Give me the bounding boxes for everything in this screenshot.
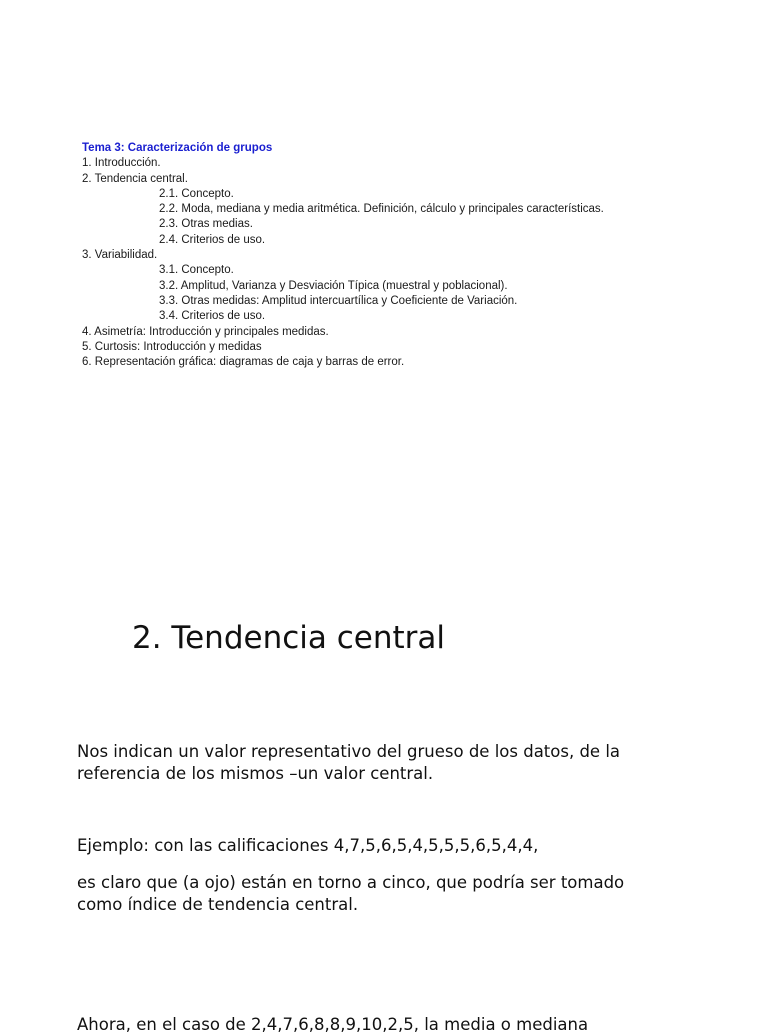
toc-subitem: 3.1. Concepto. — [159, 264, 234, 277]
toc-subitem: 2.3. Otras medias. — [159, 218, 253, 231]
toc-subitem: 3.3. Otras medidas: Amplitud intercuartílica y Coeficiente de Variación. — [159, 294, 518, 307]
continuation-paragraph: Ahora, en el caso de 2,4,7,6,8,8,9,10,2,5, la media o mediana — [77, 1015, 589, 1034]
toc-item: 3. Variabilidad. — [82, 249, 158, 262]
example-paragraph: Ejemplo: con las calificaciones 4,7,5,6,5,4,5,5,5,6,5,4,4, — [77, 836, 539, 855]
toc-list — [82, 156, 604, 370]
toc-subitem: 3.2. Amplitud, Varianza y Desviación Típica (muestral y poblacional). — [159, 279, 508, 292]
toc-subitem: 3.4. Criterios de uso. — [159, 310, 266, 323]
toc-subitem: 2.2. Moda, mediana y media aritmética. Definición, cálculo y principales características. — [159, 203, 604, 216]
table-of-contents — [82, 141, 604, 370]
toc-item: 2. Tendencia central. — [82, 172, 188, 185]
toc-item: 5. Curtosis: Introducción y medidas — [82, 340, 262, 353]
toc-subitem: 2.1. Concepto. — [159, 187, 234, 200]
toc-item: 6. Representación gráfica: diagramas de caja y barras de error. — [82, 356, 405, 369]
toc-title: Tema 3: Caracterización de grupos — [82, 142, 273, 154]
toc-item: 1. Introducción. — [82, 157, 161, 170]
toc-subitem: 2.4. Criterios de uso. — [159, 233, 266, 246]
definition-paragraph: Nos indican un valor representativo del grueso de los datos, de la referencia de los mismos –un valor central. — [77, 742, 621, 783]
example-explanation: es claro que (a ojo) están en torno a cinco, que podría ser tomado como índice de tendencia central. — [77, 873, 625, 914]
toc-item: 4. Asimetría: Introducción y principales medidas. — [82, 325, 329, 338]
section-heading: 2. Tendencia central — [132, 620, 445, 656]
